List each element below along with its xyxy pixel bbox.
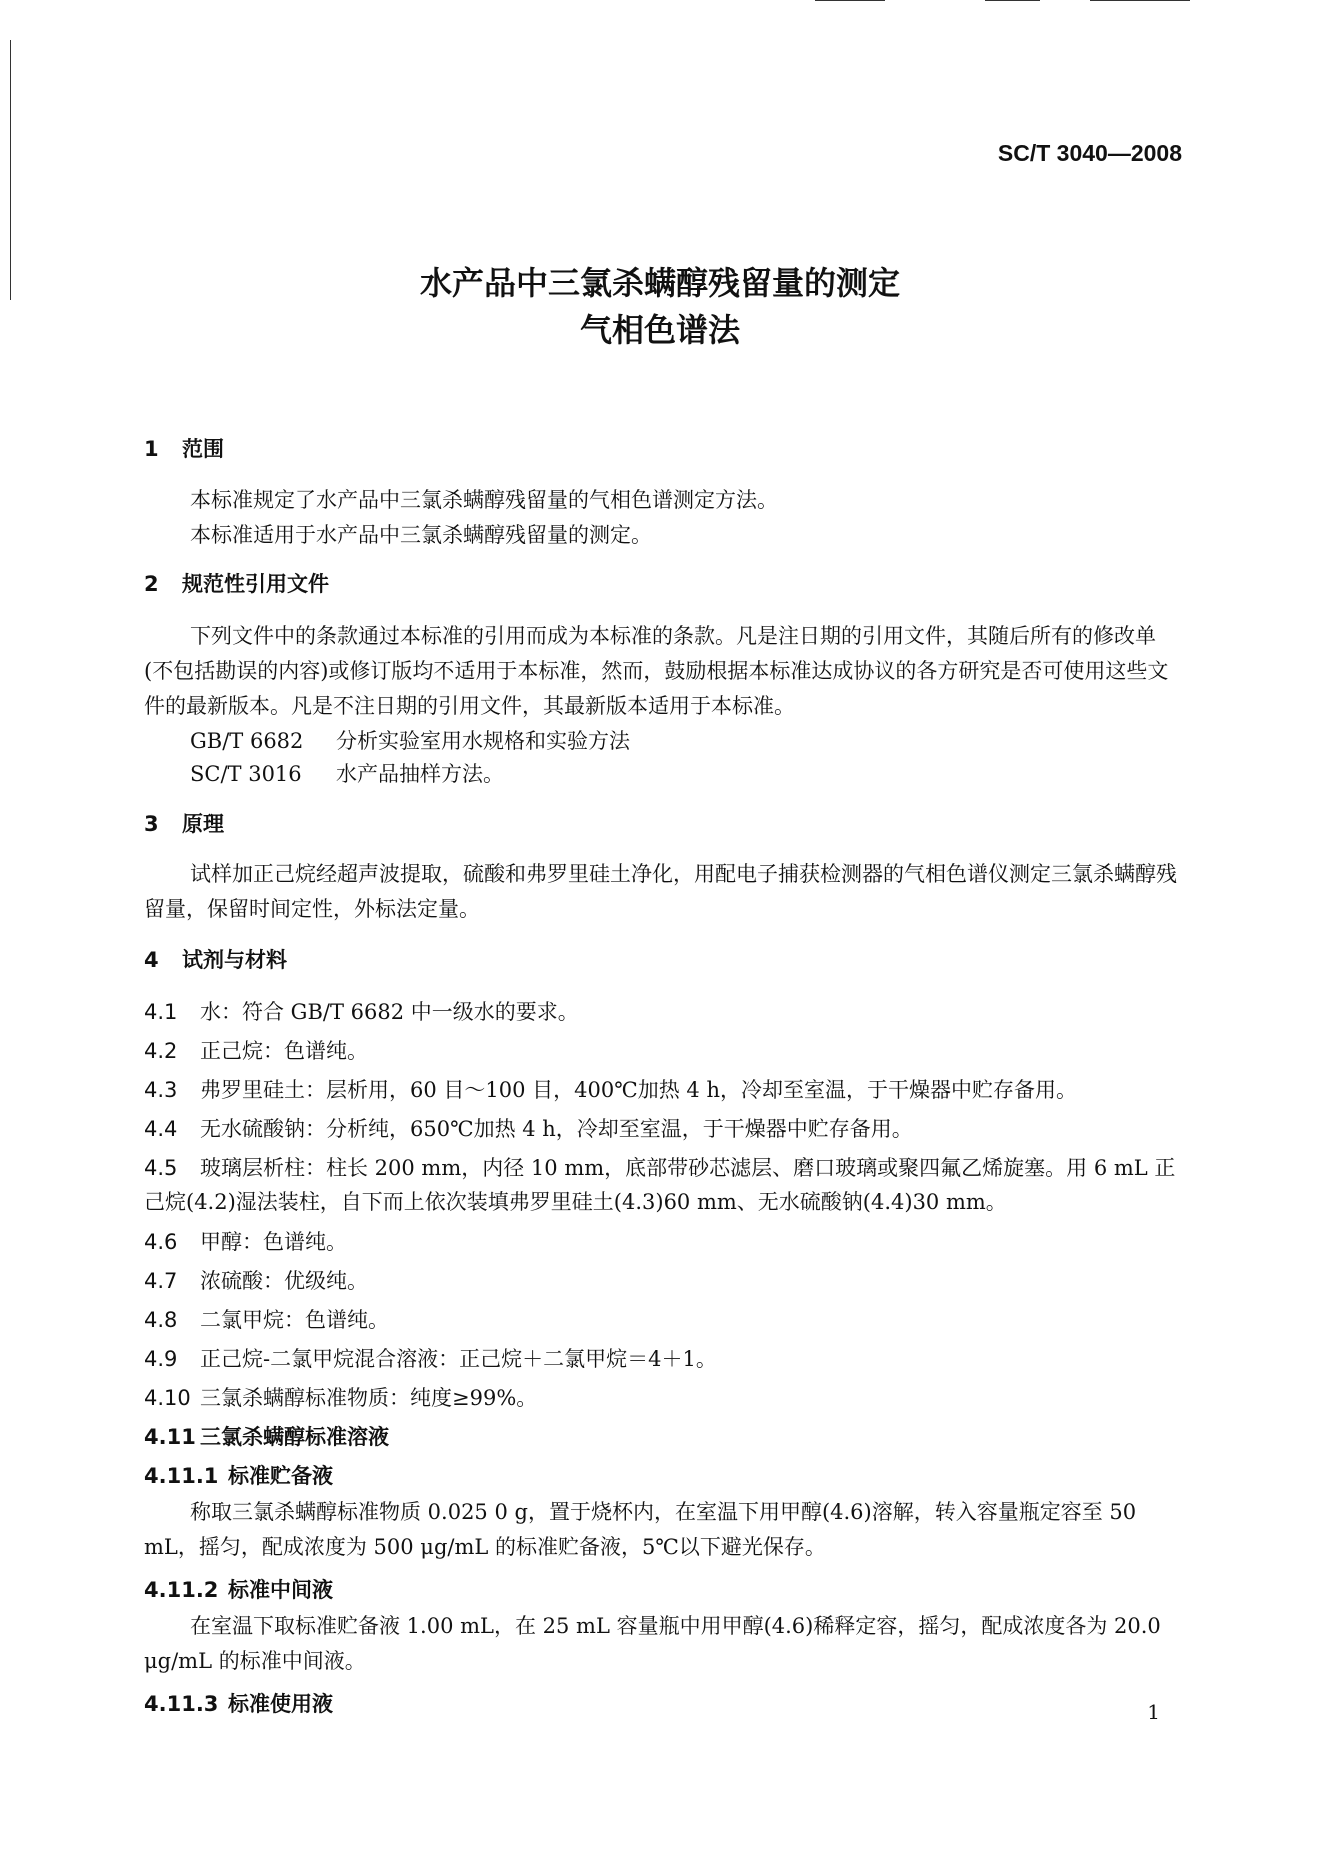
- principle-paragraph: 试样加正己烷经超声波提取，硫酸和弗罗里硅土净化，用配电子捕获检测器的气相色谱仪测定三氯杀螨醇残留量，保留时间定性，外标法定量。: [144, 862, 1177, 921]
- item-number: 4.10: [144, 1386, 191, 1410]
- subsection-heading-intermediate-solution: [144, 1573, 1180, 1607]
- section-number: 3: [144, 812, 159, 836]
- item-number: 4.4: [144, 1117, 178, 1141]
- subsection-heading-standard-solution: [144, 1420, 1180, 1454]
- subsection-title: 标准贮备液: [228, 1464, 333, 1488]
- section-number: 4: [144, 948, 159, 972]
- item-text: 正己烷：色谱纯。: [200, 1039, 368, 1063]
- stock-solution-paragraph: 称取三氯杀螨醇标准物质 0.025 0 g，置于烧杯内，在室温下用甲醇(4.6)溶解，转入容量瓶定容至 50 mL，摇匀，配成浓度为 500 μg/mL 的标准贮备液，5℃以下避光保存。: [144, 1500, 1137, 1559]
- item-number: 4.11.2: [144, 1578, 219, 1602]
- item-text: 无水硫酸钠：分析纯，650℃加热 4 h，冷却至室温，于干燥器中贮存备用。: [200, 1117, 913, 1141]
- section-heading-scope: [144, 433, 224, 463]
- item-number: 4.11: [144, 1425, 196, 1449]
- section-title: 原理: [182, 812, 224, 836]
- section-number: 2: [144, 572, 159, 596]
- reference-title: 水产品抽样方法。: [336, 762, 504, 786]
- scan-top-dash: [815, 0, 885, 1]
- reference-item: [190, 758, 504, 788]
- subsection-heading-working-solution: [144, 1687, 1180, 1721]
- reagent-item: [144, 1303, 1180, 1337]
- item-number: 4.3: [144, 1078, 178, 1102]
- section-title: 试剂与材料: [182, 948, 287, 972]
- subsection-title: 标准中间液: [228, 1578, 333, 1602]
- item-number: 4.11.1: [144, 1464, 219, 1488]
- item-text: 玻璃层析柱：柱长 200 mm，内径 10 mm，底部带砂芯滤层、磨口玻璃或聚四氟乙烯旋塞。用 6 mL 正己烷(4.2)湿法装柱，自下而上依次装填弗罗里硅土(4.3)60 mm、无水硫酸钠(4.4)30 mm。: [144, 1156, 1176, 1214]
- item-number: 4.9: [144, 1347, 178, 1371]
- item-text: 水：符合 GB/T 6682 中一级水的要求。: [200, 1000, 579, 1024]
- subsection-title: 标准使用液: [228, 1692, 333, 1716]
- document-subtitle: 气相色谱法: [579, 311, 740, 349]
- item-number: 4.6: [144, 1230, 178, 1254]
- reagent-item: [144, 1342, 1180, 1376]
- section-heading-principle: [144, 808, 224, 838]
- section-title: 规范性引用文件: [182, 572, 329, 596]
- scope-paragraph: [144, 483, 1180, 553]
- item-number: 4.11.3: [144, 1692, 219, 1716]
- section-title: 范围: [182, 437, 224, 461]
- scan-top-dash: [1090, 0, 1190, 1]
- item-number: 4.1: [144, 1000, 178, 1024]
- reference-code: SC/T 3016: [190, 762, 302, 786]
- section-heading-reagents: [144, 944, 287, 974]
- item-text: 甲醇：色谱纯。: [200, 1230, 347, 1254]
- standard-code: SC/T 3040—2008: [997, 140, 1182, 166]
- references-paragraph: 下列文件中的条款通过本标准的引用而成为本标准的条款。凡是注日期的引用文件，其随后所有的修改单(不包括勘误的内容)或修订版均不适用于本标准，然而，鼓励根据本标准达成协议的各方研究是否可使用这些文件的最新版本。凡是不注日期的引用文件，其最新版本适用于本标准。: [144, 624, 1169, 718]
- reagent-item: [144, 1225, 1180, 1259]
- page-number: 1: [1147, 1700, 1160, 1724]
- reagent-item: [144, 1073, 1180, 1107]
- subsection-heading-stock-solution: [144, 1459, 1180, 1493]
- item-text: 浓硫酸：优级纯。: [200, 1269, 368, 1293]
- item-number: 4.5: [144, 1156, 178, 1180]
- document-title: 水产品中三氯杀螨醇残留量的测定: [419, 264, 900, 302]
- reagent-item: [144, 1264, 1180, 1298]
- intermediate-solution-paragraph: 在室温下取标准贮备液 1.00 mL，在 25 mL 容量瓶中用甲醇(4.6)稀释定容，摇匀，配成浓度各为 20.0 μg/mL 的标准中间液。: [144, 1614, 1161, 1673]
- item-number: 4.8: [144, 1308, 178, 1332]
- reference-code: GB/T 6682: [190, 729, 304, 753]
- subsection-title: 三氯杀螨醇标准溶液: [200, 1425, 389, 1449]
- item-number: 4.7: [144, 1269, 178, 1293]
- scan-top-dash: [985, 0, 1040, 1]
- reagent-item: [144, 1112, 1180, 1146]
- paragraph-line: 本标准规定了水产品中三氯杀螨醇残留量的气相色谱测定方法。: [190, 488, 778, 512]
- section-number: 1: [144, 437, 159, 461]
- reference-title: 分析实验室用水规格和实验方法: [336, 729, 630, 753]
- reagent-item: [144, 1151, 1180, 1219]
- reagent-item: [144, 1381, 1180, 1415]
- section-heading-normative-references: [144, 568, 329, 598]
- item-text: 弗罗里硅土：层析用，60 目～100 目，400℃加热 4 h，冷却至室温，于干燥器中贮存备用。: [200, 1078, 1077, 1102]
- item-text: 三氯杀螨醇标准物质：纯度≥99%。: [200, 1386, 538, 1410]
- item-number: 4.2: [144, 1039, 178, 1063]
- item-text: 正己烷-二氯甲烷混合溶液：正己烷＋二氯甲烷＝4＋1。: [200, 1347, 717, 1371]
- reagent-item: [144, 1034, 1180, 1068]
- item-text: 二氯甲烷：色谱纯。: [200, 1308, 389, 1332]
- paragraph-line: 本标准适用于水产品中三氯杀螨醇残留量的测定。: [190, 523, 652, 547]
- reference-item: [190, 725, 630, 755]
- reagent-item: [144, 995, 1180, 1029]
